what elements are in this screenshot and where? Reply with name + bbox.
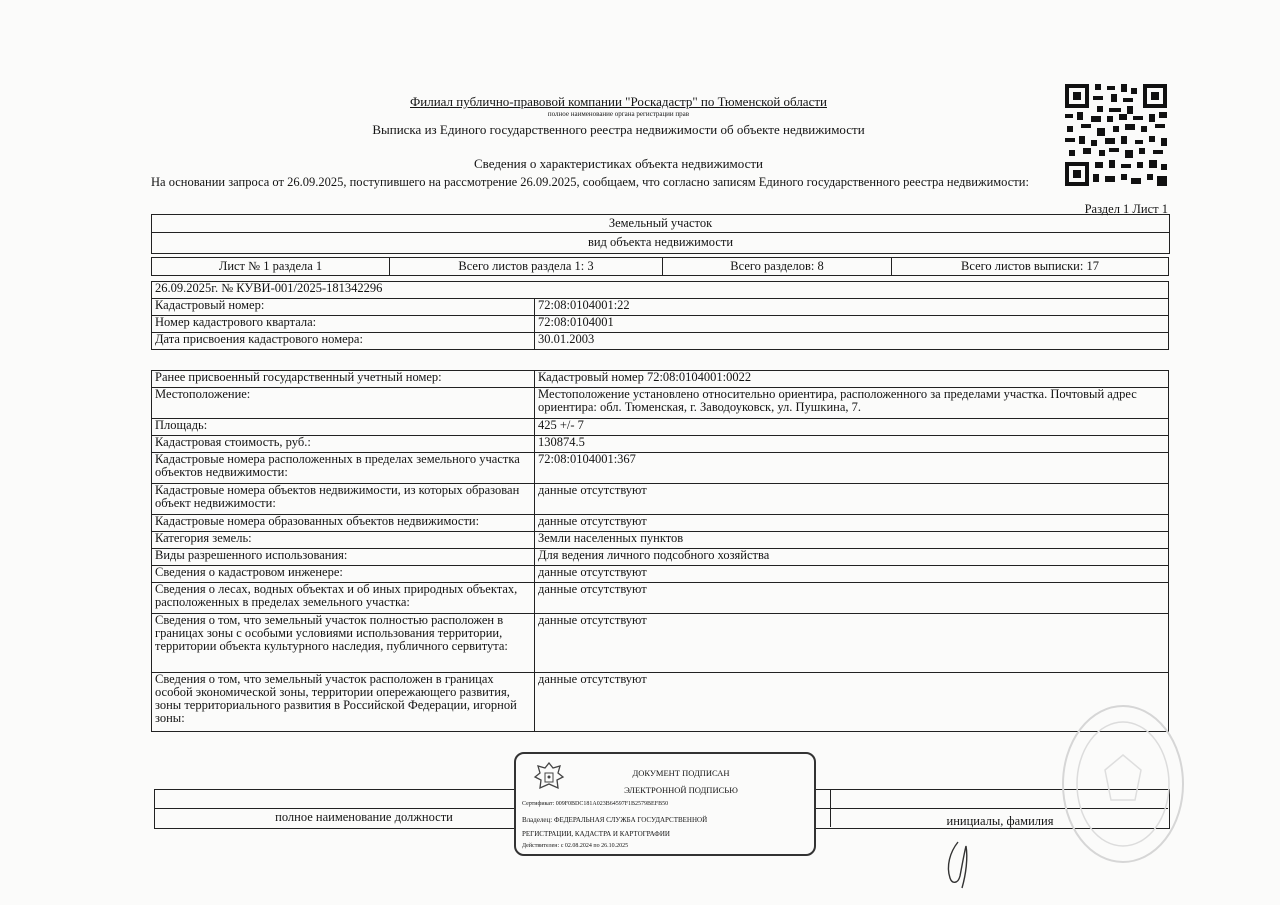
stamp-certificate: Сертификат: 009F0BDC181A023B64597F1B2579BEFB50 — [522, 801, 669, 807]
stamp-signed-line1: ДОКУМЕНТ ПОДПИСАН — [632, 768, 730, 778]
sheets-in-section: Всего листов раздела 1: 3 — [390, 258, 663, 276]
detail-label: Кадастровая стоимость, руб.: — [152, 436, 535, 453]
signature-separator — [830, 789, 831, 827]
main-info-table — [151, 281, 1169, 350]
stamp-signed-line2: ЭЛЕКТРОННОЙ ПОДПИСЬЮ — [624, 785, 738, 795]
stamp-owner-line2: РЕГИСТРАЦИИ, КАДАСТРА И КАРТОГРАФИИ — [522, 830, 670, 838]
document-title: Выписка из Единого государственного реестра недвижимости об объекте недвижимости — [372, 122, 865, 137]
detail-label: Сведения о кадастровом инженере: — [152, 566, 535, 583]
round-seal — [1055, 700, 1185, 870]
row-label: Номер кадастрового квартала: — [152, 316, 535, 333]
detail-value: 130874.5 — [535, 436, 1169, 453]
detail-value: Кадастровый номер 72:08:0104001:0022 — [535, 371, 1169, 388]
detail-value: данные отсутствуют — [535, 566, 1169, 583]
detail-label: Кадастровые номера объектов недвижимости, из которых образован объект недвижимости: — [152, 484, 535, 515]
detail-label: Виды разрешенного использования: — [152, 549, 535, 566]
qr-code — [1063, 82, 1169, 188]
section-label: Раздел 1 Лист 1 — [1084, 202, 1168, 216]
detail-label: Сведения о том, что земельный участок полностью расположен в границах зоны с особыми условиями использования территории, территории объекта культурного наследия, публичного сервитута: — [152, 614, 535, 673]
detail-label: Кадастровые номера образованных объектов недвижимости: — [152, 515, 535, 532]
org-name: Филиал публично-правовой компании "Роскадастр" по Тюменской области — [410, 94, 827, 109]
object-type-box — [151, 214, 1170, 254]
stamp-owner-line1: Владелец: ФЕДЕРАЛЬНАЯ СЛУЖБА ГОСУДАРСТВЕННОЙ — [522, 816, 708, 824]
detail-value: Для ведения личного подсобного хозяйства — [535, 549, 1169, 566]
name-caption: инициалы, фамилия — [946, 814, 1054, 828]
detail-label: Сведения о лесах, водных объектах и об иных природных объектах, расположенных в пределах земельного участка: — [152, 583, 535, 614]
extract-number: 26.09.2025г. № КУВИ-001/2025-181342296 — [152, 282, 1169, 299]
detail-value: Местоположение установлено относительно ориентира, расположенного за пределами участка. Почтовый адрес ориентира: обл. Тюменская, г. Заводоуковск, ул. Пушкина, 7. — [535, 388, 1169, 419]
detail-value: данные отсутствуют — [535, 614, 1169, 673]
detail-label: Категория земель: — [152, 532, 535, 549]
details-table — [151, 370, 1169, 732]
detail-value: данные отсутствуют — [535, 673, 1169, 732]
detail-value: данные отсутствуют — [535, 484, 1169, 515]
sheets-total: Всего листов выписки: 17 — [892, 258, 1169, 276]
detail-label: Кадастровые номера расположенных в пределах земельного участка объектов недвижимости: — [152, 453, 535, 484]
detail-label: Ранее присвоенный государственный учетный номер: — [152, 371, 535, 388]
row-label: Дата присвоения кадастрового номера: — [152, 333, 535, 350]
object-type-caption: вид объекта недвижимости — [587, 235, 734, 249]
eagle-emblem-icon — [532, 760, 566, 794]
detail-value: 425 +/- 7 — [535, 419, 1169, 436]
handwritten-signature — [938, 838, 978, 892]
detail-label: Сведения о том, что земельный участок расположен в границах особой экономической зоны, территории опережающего развития, зоны территориального развития в Российской Федерации, игорной зоны: — [152, 673, 535, 732]
request-intro: На основании запроса от 26.09.2025, поступившего на рассмотрение 26.09.2025, сообщаем, что согласно записям Единого государственного реестра недвижимости: — [151, 175, 1029, 189]
org-caption: полное наименование органа регистрации прав — [547, 110, 690, 118]
detail-label: Местоположение: — [152, 388, 535, 419]
sheet-number: Лист № 1 раздела 1 — [152, 258, 390, 276]
sections-total: Всего разделов: 8 — [663, 258, 892, 276]
electronic-signature-stamp — [514, 752, 816, 856]
stamp-validity: Действителен: с 02.08.2024 по 26.10.2025 — [522, 843, 629, 849]
document-subtitle: Сведения о характеристиках объекта недвижимости — [473, 156, 764, 171]
position-caption: полное наименование должности — [275, 810, 453, 824]
object-type: Земельный участок — [152, 215, 1169, 233]
cadastral-quarter: 72:08:0104001 — [535, 316, 1169, 333]
row-label: Кадастровый номер: — [152, 299, 535, 316]
assignment-date: 30.01.2003 — [535, 333, 1169, 350]
detail-value: данные отсутствуют — [535, 515, 1169, 532]
detail-label: Площадь: — [152, 419, 535, 436]
cadastral-number: 72:08:0104001:22 — [535, 299, 1169, 316]
detail-value: данные отсутствуют — [535, 583, 1169, 614]
sheet-info-table — [151, 257, 1169, 276]
detail-value: 72:08:0104001:367 — [535, 453, 1169, 484]
detail-value: Земли населенных пунктов — [535, 532, 1169, 549]
